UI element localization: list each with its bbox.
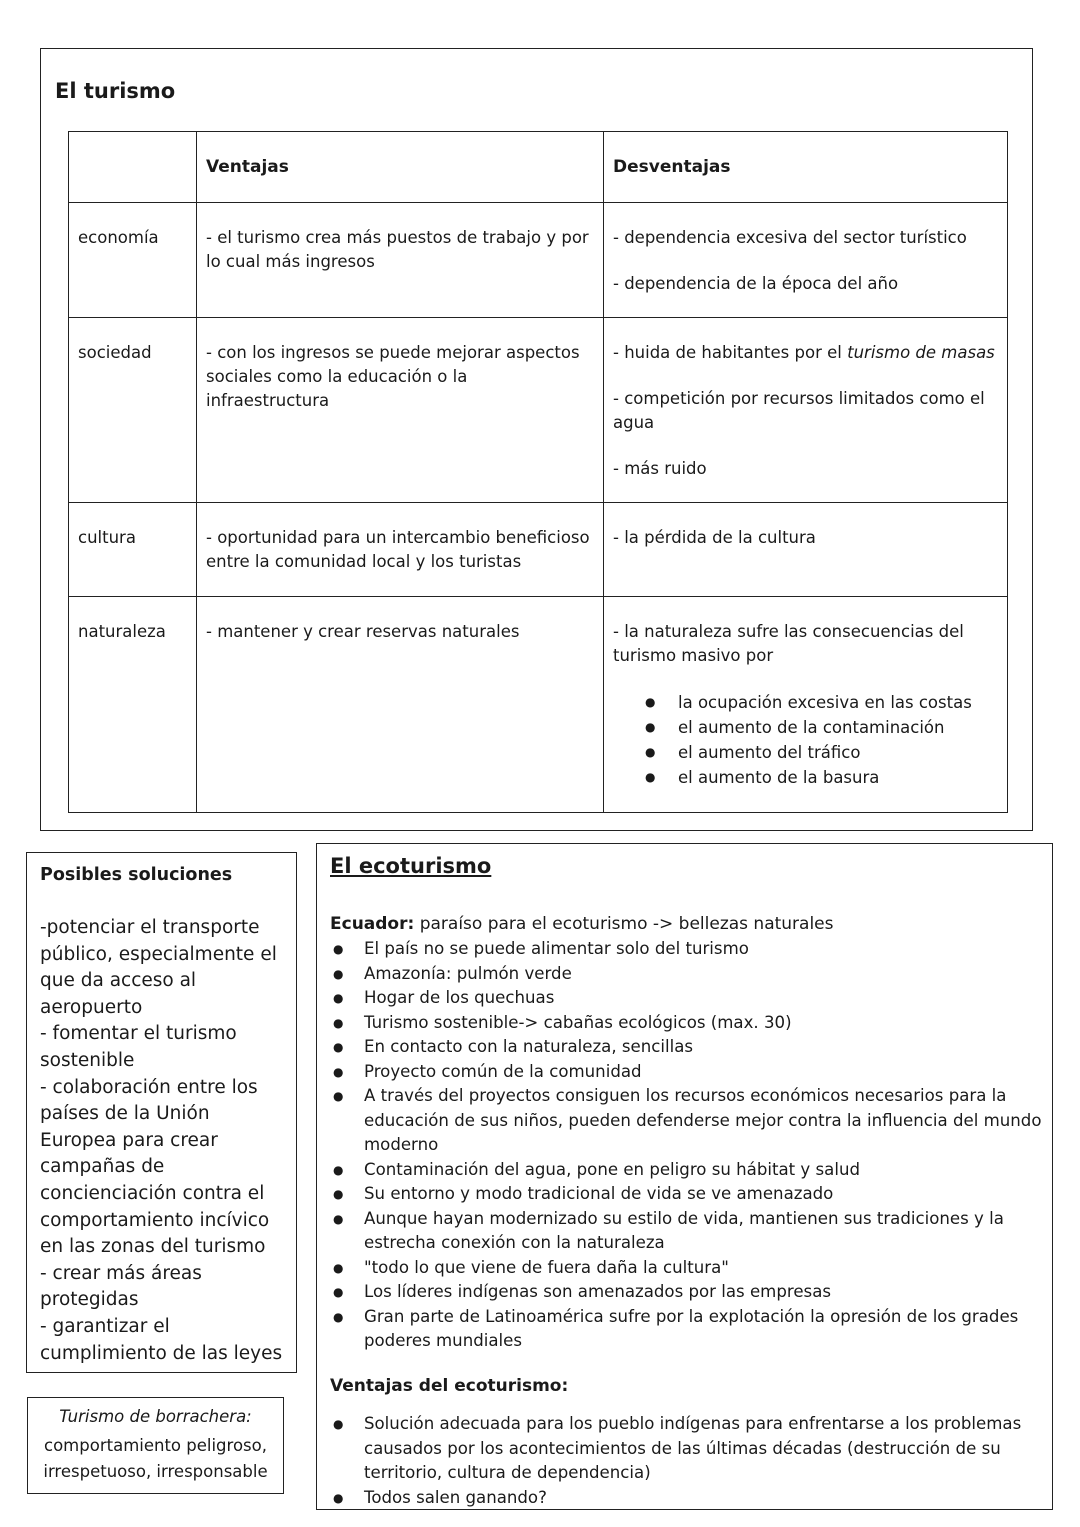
disadvantages-cell	[604, 318, 1008, 503]
ecotourism-advantages-list	[330, 1412, 1064, 1510]
list-item: ● Turismo sostenible-> cabañas ecológicos (max. 30)	[364, 1011, 1064, 1036]
table-row	[69, 597, 1008, 813]
list-item: -potenciar el transporte público, especialmente el que da acceso al aeropuerto	[40, 917, 277, 1018]
category-cell: economía	[69, 203, 197, 318]
disadvantage-text	[613, 341, 998, 365]
disadvantages-cell	[604, 503, 1008, 597]
advantages-cell	[197, 597, 604, 813]
list-item: ● El país no se puede alimentar solo del turismo	[364, 937, 1064, 962]
list-item: ● el aumento de la basura	[678, 765, 998, 790]
solutions-title: Posibles soluciones	[40, 865, 233, 885]
table-header-row	[69, 132, 1008, 203]
disadvantage-text: - más ruido	[613, 459, 707, 478]
list-item: - crear más áreas protegidas	[40, 1262, 202, 1311]
note-title: Turismo de borrachera:	[59, 1407, 252, 1426]
list-item: ● el aumento del tráfico	[678, 740, 998, 765]
disadvantages-cell	[604, 203, 1008, 318]
list-item: ● la ocupación excesiva en las costas	[678, 690, 998, 715]
intro-text: paraíso para el ecoturismo -> bellezas naturales	[414, 914, 834, 934]
disadvantage-italic-term: turismo de masas	[847, 343, 995, 362]
solutions-list	[40, 915, 290, 1367]
list-item: - colaboración entre los países de la Unión Europea para crear campañas de concienciación contra el comportamiento incívico en las zonas del turismo	[40, 1076, 270, 1258]
advantages-cell	[197, 203, 604, 318]
list-item: ● Amazonía: pulmón verde	[364, 962, 1064, 987]
solutions-section	[26, 852, 297, 1373]
list-item: ● Los líderes indígenas son amenazados por las empresas	[364, 1280, 1064, 1305]
advantage-text: - con los ingresos se puede mejorar aspectos sociales como la educación o la infraestructura	[206, 343, 580, 410]
advantage-text: - el turismo crea más puestos de trabajo y por lo cual más ingresos	[206, 228, 589, 271]
advantages-cell	[197, 503, 604, 597]
advantage-text: - oportunidad para un intercambio beneficioso entre la comunidad local y los turistas	[206, 528, 590, 571]
disadvantage-text: - dependencia excesiva del sector turístico	[613, 228, 967, 247]
category-cell: naturaleza	[69, 597, 197, 813]
list-item: ● Solución adecuada para los pueblo indígenas para enfrentarse a los problemas causados por los acontecimientos de las últimas décadas (destrucción de su territorio, cultura de dependencia)	[364, 1412, 1064, 1486]
tourism-table	[68, 131, 1008, 813]
table-header-advantages: Ventajas	[197, 132, 604, 203]
list-item: ● Su entorno y modo tradicional de vida se ve amenazado	[364, 1182, 1064, 1207]
list-item: ● Aunque hayan modernizado su estilo de vida, mantienen sus tradiciones y la estrecha conexión con la naturaleza	[364, 1207, 1064, 1256]
disadvantages-cell	[604, 597, 1008, 813]
table-header-disadvantages: Desventajas	[604, 132, 1008, 203]
disadvantage-text-part: - huida de habitantes por el	[613, 343, 848, 362]
list-item: ● el aumento de la contaminación	[678, 715, 998, 740]
category-cell: cultura	[69, 503, 197, 597]
tourism-title: El turismo	[55, 79, 176, 103]
ecotourism-intro	[330, 912, 834, 936]
list-item: ● Hogar de los quechuas	[364, 986, 1064, 1011]
list-item: ● Todos salen ganando?	[364, 1486, 1064, 1511]
disadvantage-text: - dependencia de la época del año	[613, 274, 899, 293]
disadvantage-text: - la naturaleza sufre las consecuencias del turismo masivo por	[613, 622, 964, 665]
list-item: - fomentar el turismo sostenible	[40, 1023, 237, 1071]
category-cell: sociedad	[69, 318, 197, 503]
list-item: - garantizar el cumplimiento de las leyes	[40, 1315, 283, 1364]
ecotourism-facts-list	[330, 937, 1064, 1354]
table-header-empty	[69, 132, 197, 203]
disadvantage-text: - la pérdida de la cultura	[613, 528, 816, 547]
disadvantage-bullet-list	[613, 690, 998, 790]
list-item: ● "todo lo que viene de fuera daña la cultura"	[364, 1256, 1064, 1281]
note-box	[27, 1397, 284, 1494]
ecotourism-title: El ecoturismo	[330, 854, 492, 878]
intro-label: Ecuador:	[330, 914, 415, 934]
note-text: comportamiento peligroso, irrespetuoso, irresponsable	[43, 1436, 268, 1481]
disadvantage-text: - competición por recursos limitados como el agua	[613, 389, 985, 432]
table-row	[69, 203, 1008, 318]
advantage-text: - mantener y crear reservas naturales	[206, 622, 520, 641]
advantages-cell	[197, 318, 604, 503]
list-item: ● En contacto con la naturaleza, sencillas	[364, 1035, 1064, 1060]
list-item: ● Gran parte de Latinoamérica sufre por la explotación la opresión de los grades poderes mundiales	[364, 1305, 1064, 1354]
tourism-section	[40, 48, 1033, 831]
list-item: ● Proyecto común de la comunidad	[364, 1060, 1064, 1085]
list-item: ● Contaminación del agua, pone en peligro su hábitat y salud	[364, 1158, 1064, 1183]
list-item: ● A través del proyectos consiguen los recursos económicos necesarios para la educación de sus niños, pueden defenderse mejor contra la influencia del mundo moderno	[364, 1084, 1064, 1158]
table-row	[69, 318, 1008, 503]
table-row	[69, 503, 1008, 597]
ecotourism-section	[316, 843, 1053, 1510]
ecotourism-advantages-title: Ventajas del ecoturismo:	[330, 1376, 569, 1396]
